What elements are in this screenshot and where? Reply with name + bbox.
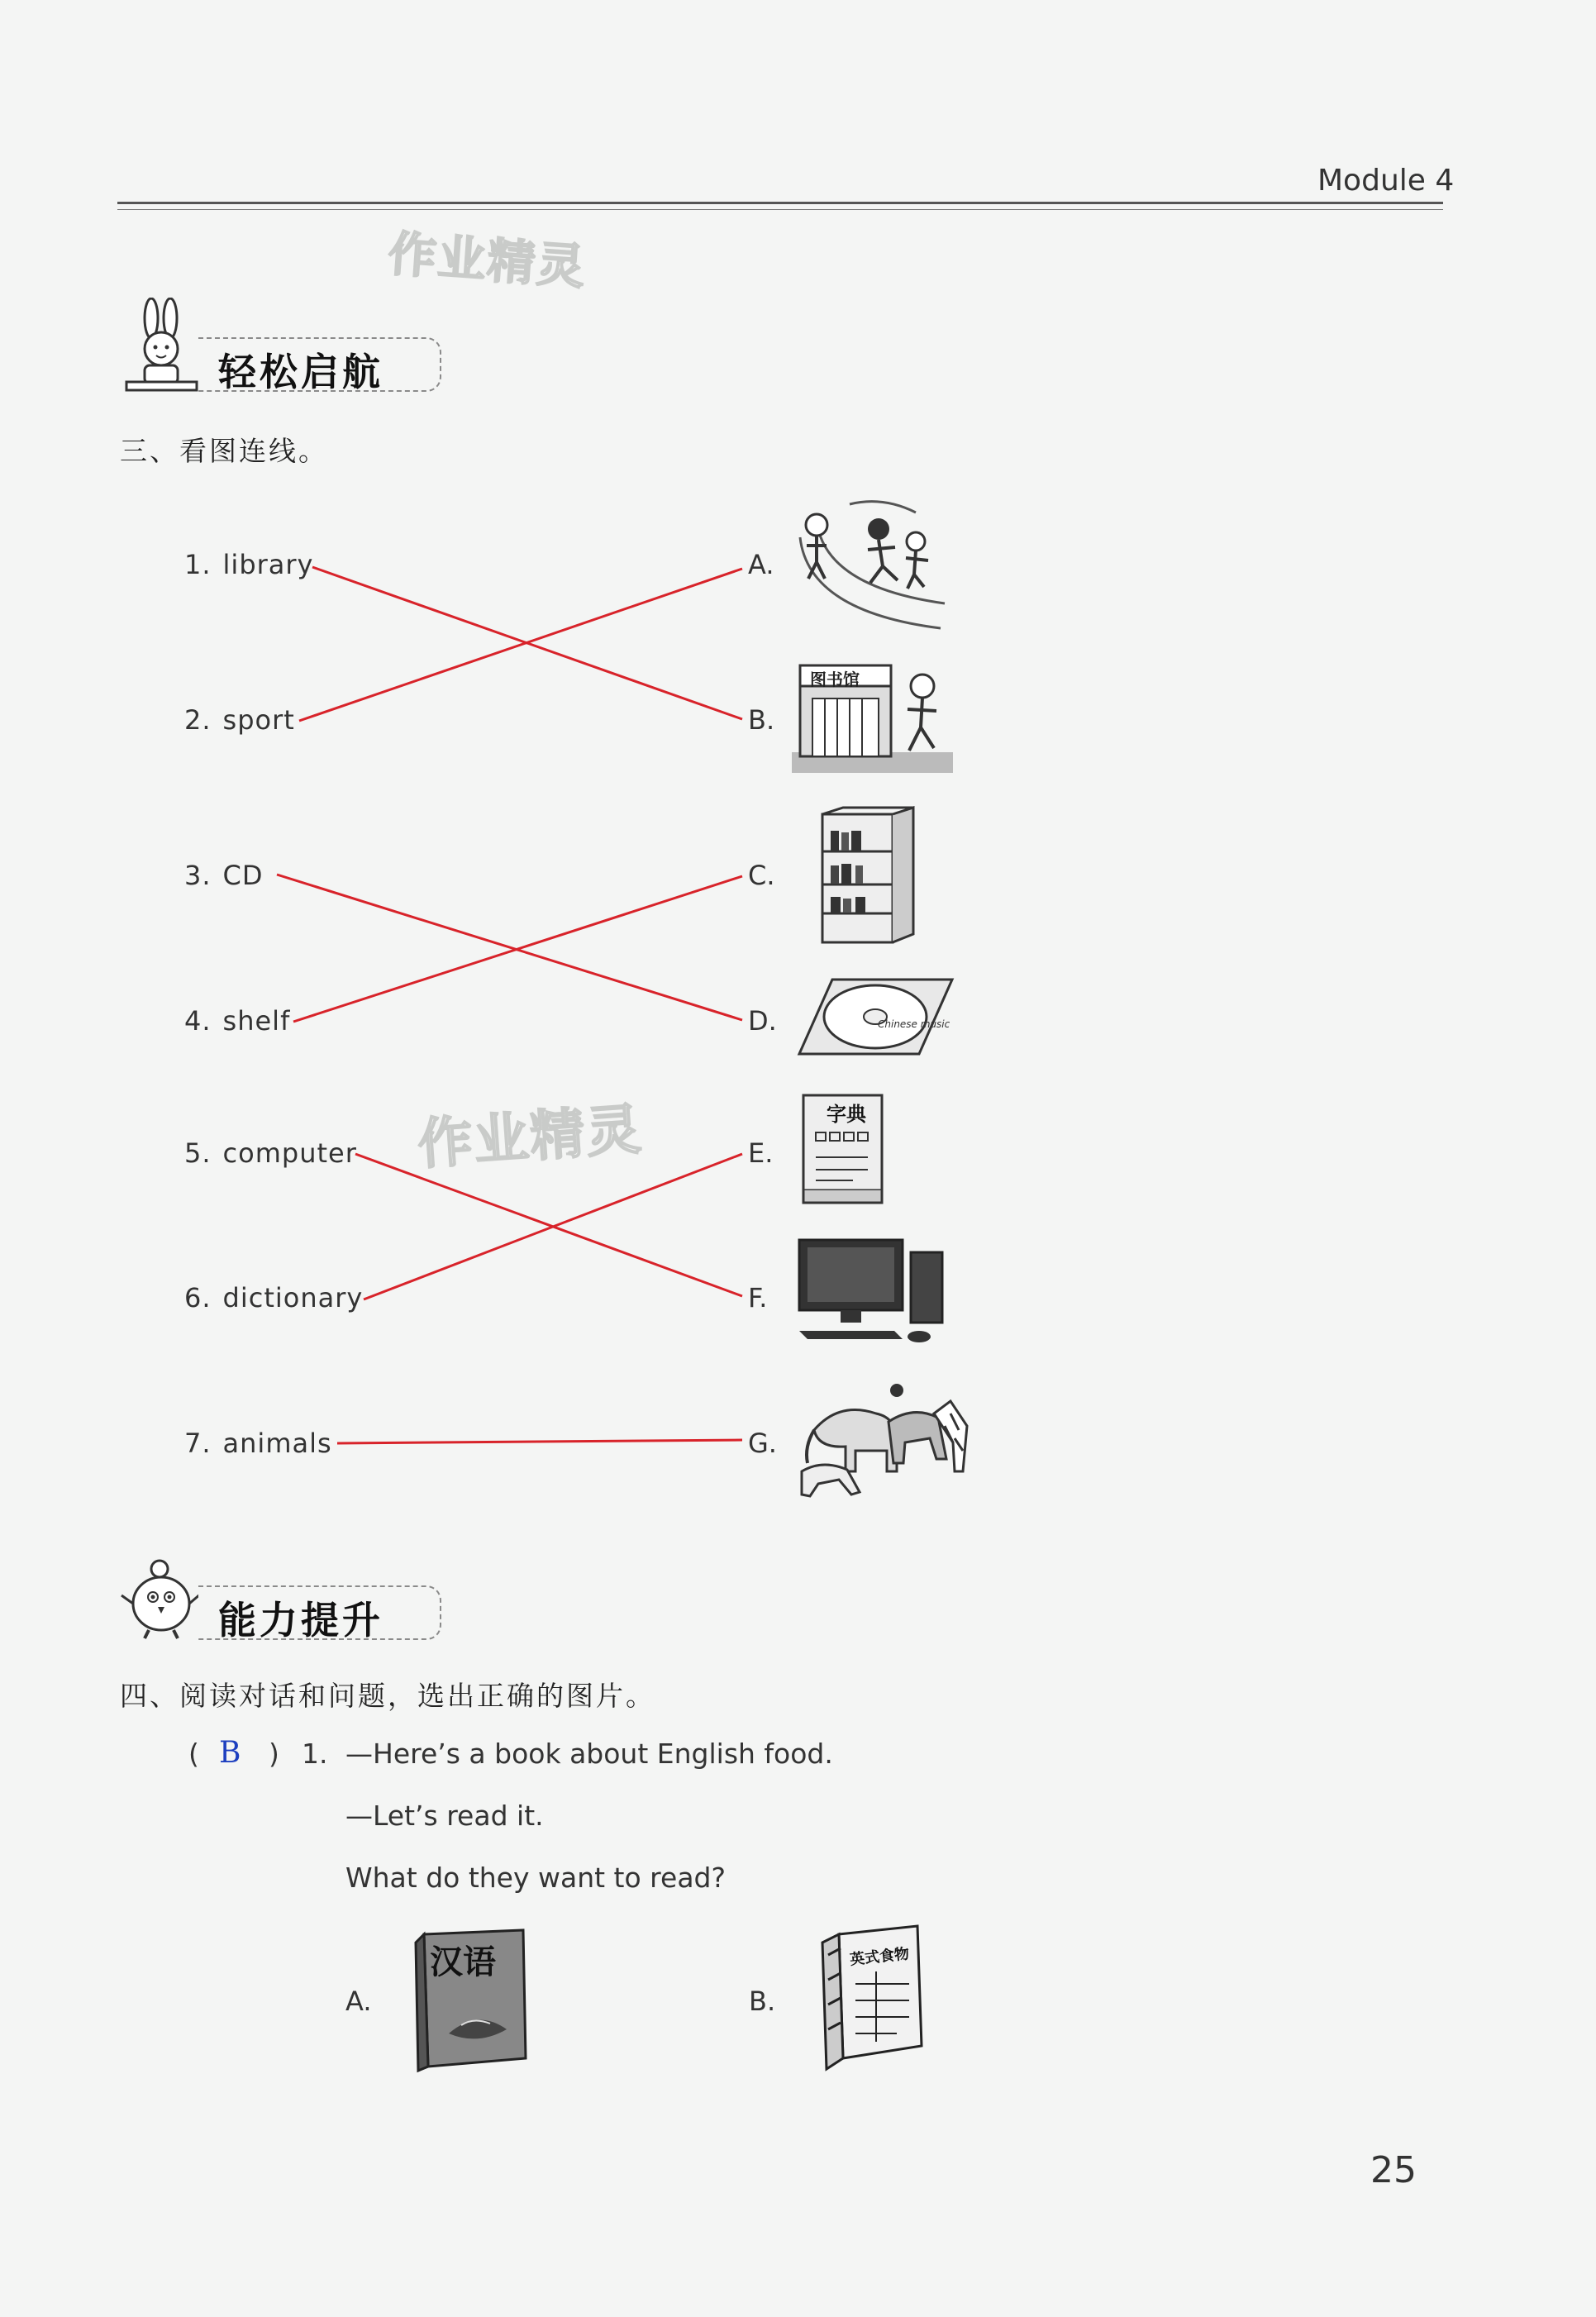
word-item: 2. sport: [184, 704, 295, 736]
word-item: 3. CD: [184, 860, 264, 891]
match-line-dictionary-e: [364, 1154, 742, 1299]
match-line-animals-g: [337, 1440, 742, 1443]
watermark: 作业精灵: [386, 225, 588, 296]
word-item: 7. animals: [184, 1428, 332, 1459]
dialogue-line-2: —Let’s read it.: [345, 1800, 544, 1832]
chinese-book-title: 汉语: [430, 1943, 496, 1981]
answer-open-paren: (: [188, 1738, 199, 1770]
answer-value: B: [219, 1736, 241, 1770]
library-sign: 图书馆: [810, 670, 860, 689]
chinese-book-picture: [412, 1926, 531, 2075]
question-number: 1.: [302, 1738, 328, 1770]
chick-mascot-icon: [120, 1554, 202, 1641]
word-item: 6. dictionary: [184, 1282, 364, 1313]
watermark: 作业精灵: [416, 1097, 645, 1177]
cd-label: Chinese music: [878, 1018, 950, 1030]
match-line-cd-d: [277, 875, 742, 1020]
dialogue-line-1: —Here’s a book about English food.: [345, 1738, 833, 1770]
word-item: 5. computer: [184, 1137, 357, 1169]
option-letter-a: A.: [748, 549, 774, 580]
question-prompt: What do they want to read?: [345, 1862, 727, 1894]
choice-letter-b: B.: [749, 1986, 776, 2017]
option-letter-d: D.: [748, 1005, 777, 1037]
option-letter-b: B.: [748, 704, 775, 736]
word-cd: CD: [222, 860, 264, 891]
module-header: Module 4: [1317, 164, 1455, 198]
option-letter-e: E.: [748, 1137, 774, 1169]
word-sport: sport: [222, 704, 295, 736]
english-food-book-picture: [818, 1922, 930, 2075]
word-dictionary: dictionary: [222, 1282, 364, 1313]
option-letter-f: F.: [748, 1282, 768, 1313]
word-item: 4. shelf: [184, 1005, 291, 1037]
word-animals: animals: [222, 1428, 332, 1459]
word-library: library: [222, 549, 314, 580]
option-letter-c: C.: [748, 860, 775, 891]
answer-close-paren: ): [269, 1738, 279, 1770]
choice-letter-a: A.: [345, 1986, 372, 2017]
word-shelf: shelf: [222, 1005, 291, 1037]
section2-banner: [198, 1585, 441, 1640]
dictionary-cover-title: 字典: [827, 1103, 866, 1126]
section2-instruction: 四、阅读对话和问题，选出正确的图片。: [120, 1680, 655, 1712]
word-computer: computer: [222, 1137, 357, 1169]
section1-banner-title: 轻松启航: [218, 350, 384, 394]
option-letter-g: G.: [748, 1428, 777, 1459]
page-number: 25: [1370, 2149, 1417, 2191]
section2-banner-title: 能力提升: [218, 1598, 384, 1642]
word-item: 1. library: [184, 549, 314, 580]
section1-instruction: 三、看图连线。: [120, 435, 328, 467]
english-food-book-title: 英式食物: [849, 1945, 911, 1969]
match-line-sport-a: [299, 569, 742, 721]
